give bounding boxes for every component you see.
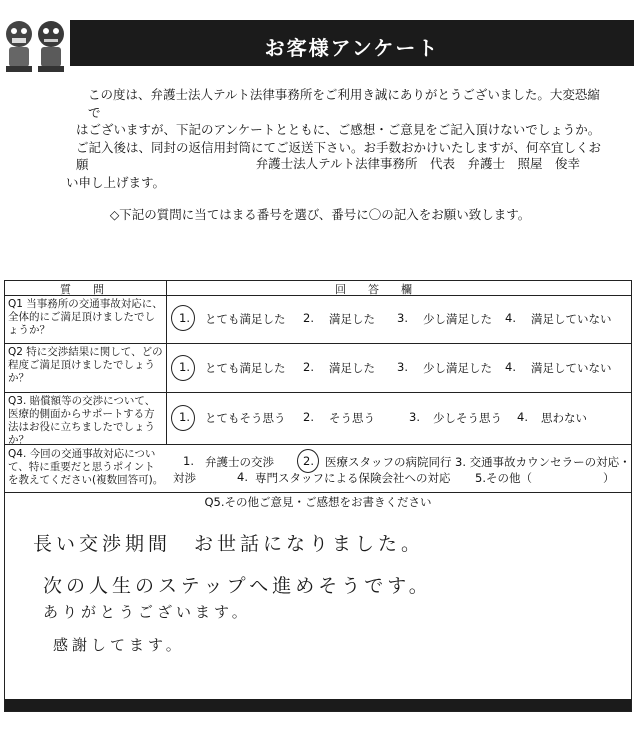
question-text: Q2 特に交渉結果に関して、どの程度ご満足頂けましたでしょうか？ <box>8 346 163 384</box>
option-label: 満足した <box>329 312 375 326</box>
option-number: 1. <box>179 311 190 325</box>
shisa-mascot-right <box>36 18 66 74</box>
option-label: そう思う <box>329 411 375 425</box>
option-number: 4. <box>237 470 248 484</box>
handwritten-line: ありがとうございます。 <box>43 603 251 621</box>
option-label: 医療スタッフの病院同行 <box>325 455 452 469</box>
option-label: 弁護士の交渉 <box>205 455 274 469</box>
option-number: 2. <box>303 454 314 468</box>
option-number: 2. <box>303 410 314 424</box>
intro-line: はございますが、下記のアンケートとともに、ご感想・ご意見をご記入頂けないでしょうか。 <box>76 122 601 137</box>
question-row-q1 <box>5 295 631 344</box>
question-text: Q1 当事務所の交通事故対応に、全体的にご満足頂けましたでしょうか？ <box>8 298 163 336</box>
option-label: 満足していない <box>531 312 612 326</box>
option-label: 満足していない <box>531 361 612 375</box>
question-text: Q4. 今回の交通事故対応について、特に重要だと思うポイントを教えてください(複数回答可)。 <box>8 448 164 486</box>
signature: 弁護士法人テルト法律事務所 代表 弁護士 照屋 俊幸 <box>255 156 580 171</box>
option-label: 少し満足した <box>423 312 492 326</box>
option-number: 3. <box>397 360 408 374</box>
intro-line: この度は、弁護士法人テルト法律事務所をご利用き誠にありがとうございました。大変恐縮で <box>88 87 600 120</box>
intro-line: ご記入後は、同封の返信用封筒にてご返送下さい。お手数おかけいたしますが、何卒宜しくお願 <box>76 139 602 172</box>
q5-title: Q5.その他ご意見・ご感想をお書きください <box>204 495 432 509</box>
footer-bar <box>5 699 631 711</box>
survey-table <box>4 280 632 712</box>
handwritten-line: 感謝してます。 <box>53 636 185 654</box>
title-banner <box>70 20 634 66</box>
option-label: ） <box>603 471 615 485</box>
header-question: 質 問 <box>60 283 104 296</box>
option-label: 専門スタッフによる保険会社への対応 <box>255 471 451 485</box>
question-text: Q3. 賠償額等の交渉について、医療的側面からサポートする方法はお役に立ちましたでしょうか？ <box>8 395 156 446</box>
table-header <box>5 281 631 296</box>
option-number: 2. <box>303 360 314 374</box>
question-row-q3 <box>5 392 631 445</box>
header-answer: 回 答 欄 <box>335 283 412 296</box>
option-label: 3. 交通事故カウンセラーの対応・ <box>455 455 631 469</box>
intro-text <box>50 86 610 191</box>
handwritten-line: 長い交渉期間 お世話になりました。 <box>33 533 425 555</box>
handwritten-line: 次の人生のステップへ進めそうです。 <box>43 575 432 597</box>
option-number: 4. <box>505 311 516 325</box>
intro-line: い申し上げます。 <box>66 174 166 190</box>
shisa-mascot-left <box>4 18 34 74</box>
option-label: 少し満足した <box>423 361 492 375</box>
option-number: 3. <box>397 311 408 325</box>
question-row-q4 <box>5 444 631 493</box>
option-number: 1. <box>179 360 190 374</box>
instruction: ◇下記の質問に当てはまる番号を選び、番号に〇の記入をお願い致します。 <box>109 207 531 222</box>
option-number: 2. <box>303 311 314 325</box>
option-label: 満足した <box>329 361 375 375</box>
question-row-q2 <box>5 343 631 393</box>
option-number: 4. <box>505 360 516 374</box>
option-number: 4. <box>517 410 528 424</box>
page-title: お客様アンケート <box>264 36 440 60</box>
option-number: 1. <box>183 454 194 468</box>
option-label: とてもそう思う <box>205 411 286 425</box>
option-number: 1. <box>179 410 190 424</box>
option-number: 3. <box>409 410 420 424</box>
option-label: とても満足した <box>205 312 286 326</box>
option-label: 思わない <box>541 411 587 425</box>
option-label: 対渉 <box>173 471 196 485</box>
option-label: とても満足した <box>205 361 286 375</box>
option-label: 少しそう思う <box>433 411 502 425</box>
option-label: 5.その他（ <box>475 471 532 485</box>
